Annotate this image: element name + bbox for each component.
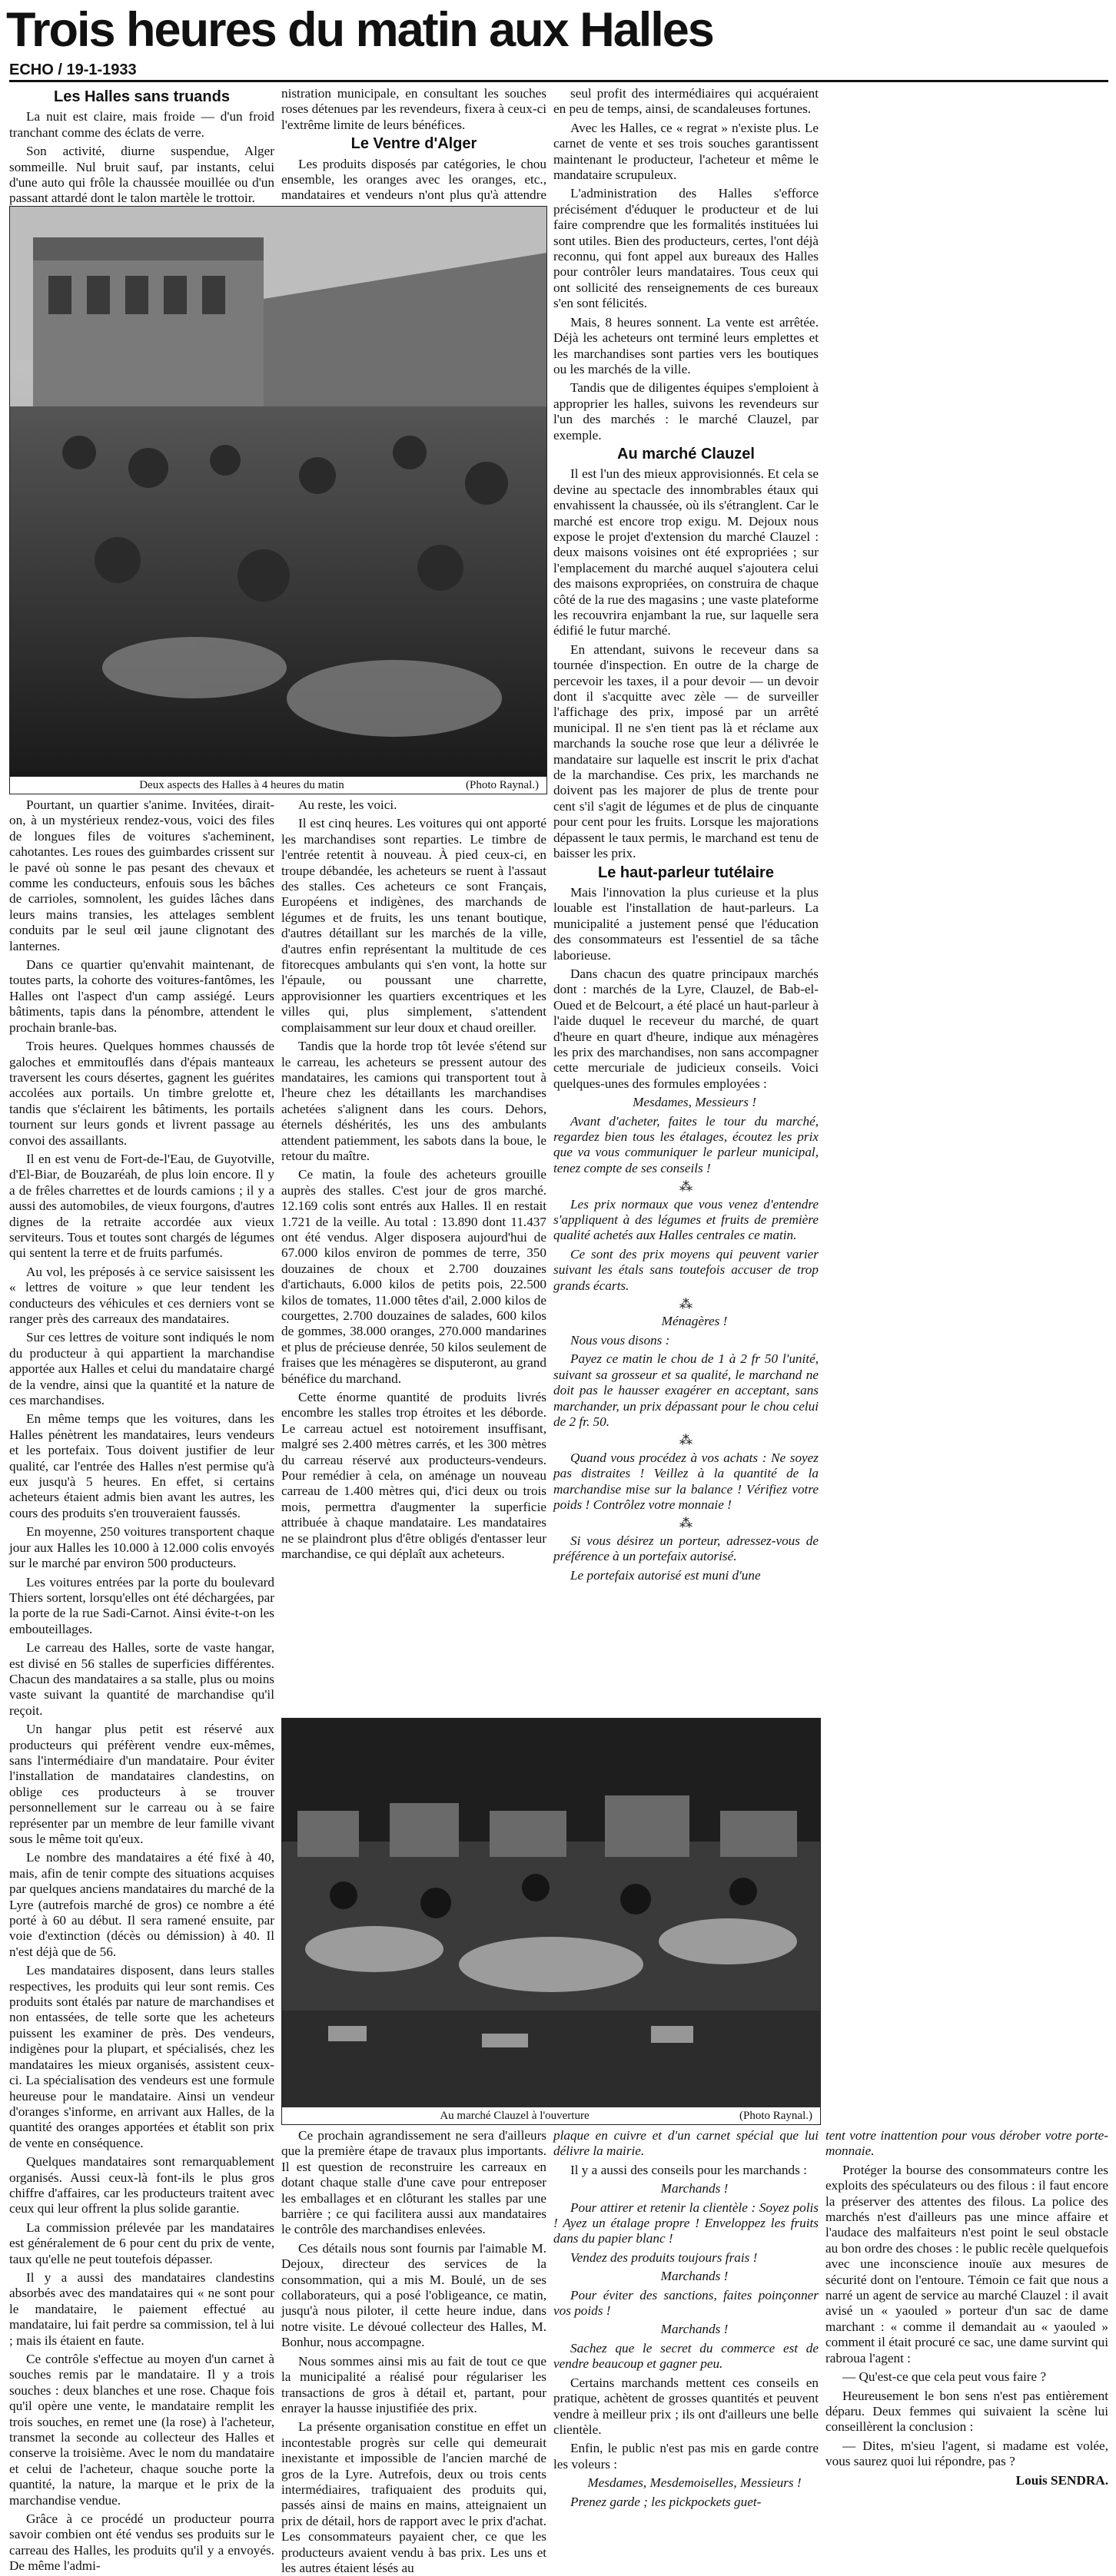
quote: plaque en cuivre et d'un carnet spécial que lui délivre la mairie. <box>553 2128 819 2159</box>
section-title-haut-parleur: Le haut-parleur tutélaire <box>598 864 774 881</box>
col2-main <box>281 797 546 1712</box>
col3-bottom <box>553 2128 819 2557</box>
paragraph: Tandis que de diligentes équipes s'emploient à approprier les halles, suivons les revendeurs sur l'un des marchés : le marché Clauzel, par exemple. <box>553 380 819 443</box>
asterism: ⁂ <box>679 1179 693 1195</box>
paragraph: Ce contrôle s'effectue au moyen d'un carnet à souches remis par le mandataire. Il y a trois souches : deux blanches et une rose. Chaque fois qu'il opère une vente, le mandataire remplit les trois souches, en remet une (la rose) à l'acheteur, transmet la seconde au collecteur des Halles et conserve la troisième. Avec le nom du mandataire et celui de l'acheteur, chaque souche porte la quantité, la nature, la marque et le prix de la marchandise vendue. <box>9 2352 274 2508</box>
asterism: ⁂ <box>679 1433 693 1448</box>
paragraph: Les mandataires disposent, dans leurs stalles respectives, les produits qui leur sont remis. Ces produits sont étalés par nature de marchandises et non entassées, de telle sorte que les acheteurs puissent les examiner de près. Des vendeurs, indigènes pour la plupart, et spécialisés, chez les mandataires les mieux organisés, assistent ceux-ci. La spécialisation des vendeurs est une formule heureuse pour le mandataire. Ainsi un vendeur d'oranges s'informe, en arrivant aux Halles, de la quantité des oranges apportées et établit son prix de vente en conséquence. <box>9 1963 274 2150</box>
paragraph: Pourtant, un quartier s'anime. Invitées, dirait-on, à un mystérieux rendez-vous, voici des files de longues files de voitures s'acheminent, cahotantes. Les roues des guimbardes crissent sur le pavé où sonne le pas pesant des chevaux et comme les conducteurs, enfouis sous les bâches de carrioles, somnolent, les guides lâches dans leurs mains transies, les attelages semblent conduits par le seul œil jaune clignotant des lanternes. <box>9 797 274 953</box>
section-title-halles-sans-truands: Les Halles sans truands <box>54 88 230 105</box>
paragraph: La commission prélevée par les mandataires est généralement de 6 pour cent du prix de vente, taux qu'elle ne peut toutefois dépasser. <box>9 2220 274 2266</box>
quote: tent votre inattention pour vous dérober votre porte-monnaie. <box>825 2128 1108 2159</box>
paragraph: Les produits disposés par catégories, le chou ensemble, les oranges avec les oranges, etc., mandataires et vendeurs n'ont plus qu'à attendre <box>281 156 546 203</box>
paragraph: Au vol, les préposés à ce service saisissent les « lettres de voiture » que leur tendent les conducteurs des véhicules et ces derniers vont se ranger près des carreaux des mandataires. <box>9 1264 274 1326</box>
col2-top <box>281 86 546 203</box>
paragraph: Tandis que la horde trop tôt levée s'étend sur le carreau, les acheteurs se pressent autour des mandataires, les camions qui transportent tout à l'heure chez les détaillants les marchandises achetées s'alignent dans les cours. Dehors, éternels déshérités, les uns des ambulants attendent patiemment, les sabots dans la boue, le retour du maître. <box>281 1039 546 1163</box>
headline: Trois heures du matin aux Halles <box>6 3 713 57</box>
quote: Ménagères ! <box>661 1314 728 1329</box>
dateline: ECHO / 19-1-1933 <box>9 61 137 78</box>
asterism: ⁂ <box>679 1516 693 1531</box>
quote: Marchands ! <box>660 2322 729 2337</box>
quote: Pour éviter des sanctions, faites poinçonner vos poids ! <box>553 2287 819 2319</box>
asterism: ⁂ <box>679 1297 693 1312</box>
quote: Mesdames, Messieurs ! <box>633 1095 756 1110</box>
quote: Prenez garde ; les pickpockets guet- <box>570 2494 762 2509</box>
paragraph: Cette énorme quantité de produits livrés encombre les stalles trop étroites et les déborde. Le carreau actuel est notoirement insuffisant, malgré ses 2.400 mètres carrés, et les 300 mètres du carreau réservé aux producteurs-vendeurs. Pour remédier à cela, on aménage un nouveau carreau de 1.400 mètres qui, d'ici deux ou trois mois, permettra d'augmenter la superficie attribuée à chaque mandataire. Les mandataires ne se plaindront plus d'être obligés d'entasser leur marchandise, ce qui déplaît aux acheteurs. <box>281 1390 546 1562</box>
paragraph: Sur ces lettres de voiture sont indiqués le nom du producteur à qui appartient la marchandise apportée aux Halles et celui du mandataire chargé de la vendre, ainsi que la quantité et la nature de ces marchandises. <box>9 1330 274 1408</box>
paragraph: Trois heures. Quelques hommes chaussés de galoches et emmitouflés dans d'épais manteaux traversent les cours désertes, gagnent les guérites accolées aux portails. Un timbre grelotte et, tandis que s'éclairent les bâtiments, les portails tournent sur leurs gonds et livrent passage au convoi des assaillants. <box>9 1039 274 1148</box>
photo-credit: (Photo Raynal.) <box>466 779 539 791</box>
paragraph: nistration municipale, en consultant les souches roses détenues par les revendeurs, fixera à ceux-ci l'extrême limite de leurs bénéfices. <box>281 86 546 132</box>
paragraph: — Qu'est-ce que cela peut vous faire ? <box>842 2369 1047 2385</box>
paragraph: Il est l'un des mieux approvisionnés. Et cela se devine au spectacle des innombrables étaux qui envahissent la chaussée, où ils s'étranglent. Car le marché est encore trop exigu. M. Dejoux nous expose le projet d'extension du marché Clauzel : deux maisons voisines ont été expropriées ; sur l'emplacement du marché auquel s'ajoutera celui des maisons expropriées, on construira de chaque côté de la rue des magasins ; une vaste plateforme les recouvrira enjambant la rue, sur laquelle sera édifié le futur marché. <box>553 466 819 638</box>
quote: Sachez que le secret du commerce est de vendre beaucoup et gagner peu. <box>553 2340 819 2372</box>
paragraph: Il est cinq heures. Les voitures qui ont apporté les marchandises sont reparties. Le timbre de l'entrée retentit à nouveau. À pied ceux-ci, en troupe débandée, les acheteurs se ruent à l'assaut des stalles. Ces acheteurs ce sont Français, Européens et indigènes, des marchands de légumes et de fruits, les uns tenant boutique, d'autres détaillant sur les marchés de la ville, d'autres enfin représentant la multitude de ces fitorecques ambulants qui s'en vont, la hotte sur l'épaule, ou poussant une charrette, approvisionner les quartiers excentriques et les villes qui, plus simplement, s'attendent complaisamment sur leur doux et chaud oreiller. <box>281 816 546 1035</box>
photo-caption: Au marché Clauzel à l'ouverture <box>440 2110 590 2122</box>
paragraph: Protéger la bourse des consommateurs contre les exploits des spéculateurs ou des filous : il faut encore la préserver des attentes des filous. La police des marchés n'est d'ailleurs pas une mince affaire et l'audace des malfaiteurs n'est point le seul obstacle au bon ordre des choses : le public recèle quelquefois avec une inconscience inouïe aux mesures de sécurité dont on l'entoure. Témoin ce fait que nous a narré un agent de service au marché Clauzel : il avait avisé un « yaouled » porteur d'un sac de dame marchant : « comme il demandait au « yaouled » comment il était procuré ce sac, une dame survint qui rabroua l'agent : <box>825 2162 1108 2365</box>
paragraph: Ce prochain agrandissement ne sera d'ailleurs que la première étape de travaux plus importants. Il est question de reconstruire les carreaux en dotant chaque stalle d'une cave pour entreposer les emballages et en clôturant les stalles par une barrière ; ce qui facilitera aussi aux mandataires le contrôle des marchandises enlevées. <box>281 2128 546 2237</box>
col1-main <box>9 797 274 2574</box>
col3-main <box>553 86 819 1707</box>
paragraph: Mais l'innovation la plus curieuse et la plus louable est l'installation de haut-parleurs. La municipalité a justement pensé que l'éducation des consommateurs est l'essentiel de sa tâche laborieuse. <box>553 884 819 963</box>
quote: Marchands ! <box>660 2269 729 2284</box>
col1-top <box>9 86 274 206</box>
quote: Marchands ! <box>660 2181 729 2196</box>
paragraph: Heureusement le bon sens n'est pas entièrement déparu. Deux femmes qui suivaient la scène lui conseillèrent la conclusion : <box>825 2388 1108 2435</box>
paragraph: Au reste, les voici. <box>298 797 397 812</box>
paragraph: Enfin, le public n'est pas mis en garde contre les voleurs : <box>553 2441 819 2472</box>
paragraph: seul profit des intermédiaires qui acquéraient en peu de temps, ainsi, de scandaleuses fortunes. <box>553 86 819 117</box>
paragraph: La présente organisation constitue en effet un incontestable progrès sur celle qui demeurait inexistante et impossible de l'ancien marché de gros de la Lyre. Autrefois, deux ou trois cents intermédiaires, trafiquaient des produits qui, passés ainsi de mains en mains, atteignaient un prix de détail, hors de rapport avec le prix d'achat. Les consommateurs payaient cher, ce que les producteurs avaient vendu à bas prix. Les uns et les autres étaient lésés au <box>281 2419 546 2575</box>
paragraph: En attendant, suivons le receveur dans sa tournée d'inspection. En outre de la charge de percevoir les taxes, il a pour devoir — un devoir dont il s'acquitte avec zèle — de surveiller l'affichage des prix, imposé par un arrêté municipal. Il ne s'en tient pas là et réclame aux marchands la souche rose que leur a délivrée le mandataire sur laquelle est inscrit le prix d'achat de la marchandise. Ces prix, les marchands ne doivent pas les majorer de plus de trente pour cent s'il s'agit de légumes et de plus de cinquante pour cent pour les fruits. Lorsque les majorations dépassent le taux permis, le marchand est tenu de baisser les prix. <box>553 642 819 861</box>
photo-caption: Deux aspects des Halles à 4 heures du matin <box>139 779 344 791</box>
col4-bottom <box>825 2128 1108 2557</box>
paragraph: Dans chacun des quatre principaux marchés dont : marchés de la Lyre, Clauzel, de Bab-el-Oued et de Belcourt, a été placé un haut-parleur à l'aide duquel le receveur du marché, de quart d'heure en quart d'heure, indique aux ménagères les prix des marchandises, non sans accompagner cette mercuriale de judicieux conseils. Voici quelques-unes des formules employées : <box>553 966 819 1091</box>
quote: Si vous désirez un porteur, adressez-vous de préférence à un portefaix autorisé. <box>553 1533 819 1564</box>
photo-clauzel <box>281 1718 821 2125</box>
section-title-ventre-alger: Le Ventre d'Alger <box>350 135 477 153</box>
paragraph: Il en est venu de Fort-de-l'Eau, de Guyotville, d'El-Biar, de Bouzaréah, de plus loin encore. Il y a de frêles charrettes et de lourds camions ; il y a aussi des automobiles, de vieux fourgons, d'autres dignes de la retraite accordée aux vieux serviteurs. Tous et toutes sont chargés de légumes qui sentent la terre et de fruits parfumés. <box>9 1151 274 1261</box>
paragraph: Nous sommes ainsi mis au fait de tout ce que la municipalité a réalisé pour régulariser les transactions de gros à détail et, partant, pour enrayer la hausse injustifiée des prix. <box>281 2353 546 2415</box>
quote: Ce sont des prix moyens qui peuvent varier suivant les étals sans toutefois accuser de trop grands écarts. <box>553 1246 819 1293</box>
paragraph: Avec les Halles, ce « regrat » n'existe plus. Le carnet de vente et ses trois souches garantissent maintenant le producteur, l'acheteur et même le mandataire scrupuleux. <box>553 120 819 183</box>
paragraph: Il y a aussi des conseils pour les marchands : <box>570 2162 807 2177</box>
headline-rule <box>9 80 1108 82</box>
paragraph: Les voitures entrées par la porte du boulevard Thiers sortent, lorsqu'elles ont été déchargées, par la porte de la rue Sadi-Carnot. Ainsi évite-t-on les embouteillages. <box>9 1574 274 1636</box>
photo-caption-row <box>282 2107 820 2124</box>
paragraph: Ces détails nous sont fournis par l'aimable M. Dejoux, directeur des services de la consommation, qui a mis M. Boulé, un de ses collaborateurs, qui a posé l'obligeance, ce matin, jusqu'à nous piloter, il cette heure indue, dans notre visite. Le dévoué collecteur des Halles, M. Bonhur, nous accompagne. <box>281 2240 546 2350</box>
halles-photo-image <box>10 207 546 777</box>
photo-halles <box>9 206 547 794</box>
paragraph: — Dites, m'sieu l'agent, si madame est volée, vous saurez quoi lui répondre, pas ? <box>825 2438 1108 2469</box>
paragraph: Il y a aussi des mandataires clandestins absorbés avec des mandataires qui « ne sont pour le mandataire, le paiement effectué au mandataire, lui fait perdre sa commission, tel à lui ; mais ils étaient en faute. <box>9 2269 274 2348</box>
col2-bottom <box>281 2128 546 2575</box>
author-signature: Louis SENDRA. <box>1015 2472 1108 2488</box>
paragraph: Le nombre des mandataires a été fixé à 40, mais, afin de tenir compte des situations acquises par quelques anciens mandataires du marché de la Lyre (autrefois marché de gros) ce nombre a été porté à 60 au début. Il sera ramené ensuite, par voie d'extinction (décès ou démission) à 40. Il n'est déjà que de 56. <box>9 1850 274 1959</box>
paragraph: Ce matin, la foule des acheteurs grouille auprès des stalles. C'est jour de gros marché. 12.169 colis sont entrés aux Halles. Il en restait 1.721 de la veille. Au total : 13.890 dont 11.437 ont été vendus. Alger disposera aujourd'hui de 67.000 kilos environ de pommes de terre, 350 douzaines de choux et 2.700 douzaines d'artichauts, 6.000 kilos de petits pois, 22.500 kilos de tomates, 11.000 têtes d'ail, 2.000 kilos de courgettes, 2.700 douzaines de salades, 600 kilos de gommes, 38.000 oranges, 270.000 mandarines et plus de précieuse denrée, 50 kilos seulement de fraises que les ménagères se disputeront, au grand bénéfice du marchand. <box>281 1167 546 1386</box>
paragraph: Quelques mandataires sont remarquablement organisés. Aussi ceux-là font-ils le plus gros chiffre d'affaires, car les producteurs traitent avec ceux qui leur offrent la plus solide garantie. <box>9 2154 274 2216</box>
paragraph: Grâce à ce procédé un producteur pourra savoir combien ont été vendus ses produits sur le carreau des Halles, les produits qu'il y a envoyés. De même l'admi- <box>9 2511 274 2574</box>
paragraph: Le carreau des Halles, sorte de vaste hangar, est divisé en 56 stalles de superficies différentes. Chacun des mandataires a sa stalle, plus ou moins vaste suivant la quantité de marchandise qu'il reçoit. <box>9 1640 274 1718</box>
paragraph: Dans ce quartier qu'envahit maintenant, de toutes parts, la cohorte des voitures-fantômes, les Halles ont l'aspect d'un camp assiégé. Leurs bâtiments, tapis dans la pénombre, attendent le prochain branle-bas. <box>9 957 274 1035</box>
photo-credit: (Photo Raynal.) <box>739 2110 812 2122</box>
quote: Pour attirer et retenir la clientèle : Soyez polis ! Ayez un étalage propre ! Enveloppez les fruits dans du papier blanc ! <box>553 2200 819 2246</box>
quote: Avant d'acheter, faites le tour du marché, regardez bien tous les étalages, écoutez les prix que va vous communiquer le parleur municipal, tenez compte de ses conseils ! <box>553 1113 819 1175</box>
paragraph: Mais, 8 heures sonnent. La vente est arrêtée. Déjà les acheteurs ont terminé leurs emplettes et les marchandises sont parties vers les boutiques ou les marchés de la ville. <box>553 314 819 376</box>
quote: Payez ce matin le chou de 1 à 2 fr 50 l'unité, suivant sa grosseur et sa qualité, le marchand ne doit pas le hausser exagérer en acceptant, sans marchander, un prix dépassant pour le chou celui de 2 fr. 50. <box>553 1351 819 1429</box>
paragraph: L'administration des Halles s'efforce précisément d'éduquer le producteur et de lui faire comprendre que les formalités instituées lui sont utiles. Bien des producteurs, certes, l'ont déjà reconnu, qui font appel aux bureaux des Halles pour contrôler leurs mandataires. Tous ceux qui ont sollicité des renseignements de ces bureaux s'en sont félicités. <box>553 186 819 311</box>
paragraph: La nuit est claire, mais froide — d'un froid tranchant comme des éclats de verre. <box>9 109 274 140</box>
quote: Les prix normaux que vous venez d'entendre s'appliquent à des légumes et fruits de première qualité achetés aux Halles centrales ce matin. <box>553 1196 819 1243</box>
paragraph: Un hangar plus petit est réservé aux producteurs qui préfèrent vendre eux-mêmes, sans l'intermédiaire d'un mandataire. Pour éviter l'installation de mandataires clandestins, on oblige ces producteurs à se trouver personnellement sur le carreau ou à se faire représenter par un membre de leur famille vivant sous le même toit qu'eux. <box>9 1722 274 1846</box>
paragraph: Son activité, diurne suspendue, Alger sommeille. Nul bruit sauf, par instants, celui d'une auto qui frôle la chaussée mouillée ou d'un passant attardé dont le talon martèle le trottoir. <box>9 144 274 206</box>
clauzel-photo-image <box>282 1719 820 2107</box>
paragraph: En moyenne, 250 voitures transportent chaque jour aux Halles les 10.000 à 12.000 colis envoyés sur le marché par environ 500 producteurs. <box>9 1524 274 1571</box>
paragraph: Certains marchands mettent ces conseils en pratique, achètent de grosses quantités et peuvent vendre à meilleur prix ; ils ont d'ailleurs une belle clientèle. <box>553 2375 819 2437</box>
quote: Nous vous disons : <box>570 1332 670 1348</box>
paragraph: En même temps que les voitures, dans les Halles pénètrent les mandataires, leurs vendeurs et les portefaix. Tous doivent justifier de leur qualité, car l'entrée des Halles n'est permise qu'à eux jusqu'à 5 heures. En effet, si certains acheteurs étaient admis bien avant les autres, les cours des produits s'en trouveraient faussés. <box>9 1411 274 1520</box>
quote: Mesdames, Mesdemoiselles, Messieurs ! <box>587 2475 802 2491</box>
quote: Le portefaix autorisé est muni d'une <box>570 1567 761 1583</box>
quote: Vendez des produits toujours frais ! <box>570 2249 758 2265</box>
quote: Quand vous procédez à vos achats : Ne soyez pas distraites ! Veillez à la quantité de la marchandise mise sur la balance ! Vérifiez votre poids ! Contrôlez votre monnaie ! <box>553 1450 819 1512</box>
section-title-marche-clauzel: Au marché Clauzel <box>617 445 755 462</box>
photo-caption-row <box>10 777 546 794</box>
